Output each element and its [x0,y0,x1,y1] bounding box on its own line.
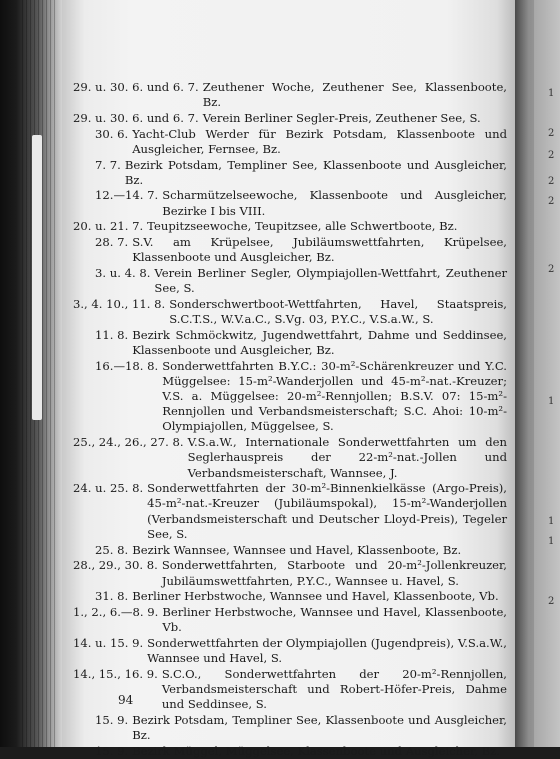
page-number: 94 [118,693,134,707]
entry-date: 25., 24., 26., 27. 8. [73,435,184,450]
facing-page-number: 2 [548,128,555,139]
entry-text: Bezirk Müggel, Müggelsee, Klassenboote und Ausgleicher, Bz. [132,743,500,758]
entry-text: Bezirk Wannsee, Wannsee und Havel, Klassenboote, Bz. [132,542,462,557]
entry-text: Sonderwettfahrten, Starboote und 20-m²-Jollenkreuzer, Jubiläumswettfahrten, P.Y.C., Wannsee u. Havel, S. [161,558,507,588]
schedule-entry [73,481,507,542]
entry-date: 29. u. 30. 6. und 6. 7. [73,80,199,94]
entry-date: 14. u. 15. 9. [73,635,144,650]
entry-date: 20. u. 21. 7. [73,219,144,234]
entry-text: Sonderwettfahrten B.Y.C.: 30-m²-Schärenkreuzer und Y.C. Müggelsee: 15-m²-Wanderjollen und 45-m²-nat.-Kreuzer; V.S. a. Müggelsee: 20-m²-Rennjollen; B.S.V. 07: 15-m²-Rennjollen und Verbandsmeisterschaft; S.C. Ahoi: 10-m²-Olympiajollen, Müggelsee, S. [162,358,507,434]
entry-text: Berliner Herbstwoche, Wannsee und Havel, Klassenboote, Vb. [132,589,499,604]
entry-text: Berliner Herbstwoche, Wannsee und Havel, Klassenboote, Vb. [162,604,507,635]
schedule-entry [73,235,507,265]
entry-date: 30. 6. [95,126,129,141]
entry-date: 3. u. 4. 8. [95,265,151,280]
facing-page-number: 1 [548,396,555,407]
entry-text: Sonderwettfahrten der Olympiajollen (Jugendpreis), V.S.a.W., Wannsee und Havel, S. [147,635,507,666]
facing-page-number: 2 [548,596,555,607]
schedule-entry [73,636,507,666]
entry-text: Zeuthener Woche, Zeuthener See, Klassenboote, Bz. [202,80,507,110]
entry-text: Verein Berliner Segler-Preis, Zeuthener See, S. [202,110,481,125]
bookmark-strip [32,135,42,420]
schedule-entry [73,158,507,188]
entry-date: 28. 7. [95,235,129,250]
entry-text: Bezirk Potsdam, Templiner See, Klassenboote und Ausgleicher, Bz. [124,157,507,187]
schedule-entry [73,359,507,435]
schedule-entry [73,266,507,296]
facing-page-number: 1 [548,516,555,527]
facing-page-number: 1 [548,88,555,99]
entry-text: Scharmützelseewoche, Klassenboote und Ausgleicher, Bezirke I bis VIII. [162,188,507,218]
entry-date: 12.—14. 7. [95,188,159,203]
entry-date: 16.—18. 8. [95,358,159,373]
schedule-entry [73,111,507,126]
schedule-entry [73,219,507,234]
facing-page-edge [534,0,560,747]
schedule-entry [73,328,507,358]
entry-date: 15. 9. [95,712,129,727]
schedule-entry [73,80,507,110]
schedule-entry [73,744,507,759]
schedule-entry [73,558,507,588]
schedule-entry [73,605,507,635]
schedule-entry [73,667,507,713]
entry-date: 7. 7. [95,157,121,172]
entry-date: 1., 2., 6.—8. 9. [73,604,159,619]
entry-text: V.S.a.W., Internationale Sonderwettfahrten um den Seglerhauspreis der 22-m²-nat.-Jollen und Verbandsmeisterschaft, Wannsee, J. [187,435,507,480]
schedule-entry [73,713,507,743]
entry-text: Verein Berliner Segler, Olympiajollen-Wettfahrt, Zeuthener See, S. [154,265,507,296]
entry-date: 15. 9. [95,743,129,758]
schedule-entry [73,297,507,327]
facing-page-number: 2 [548,196,555,207]
schedule-entry [73,543,507,558]
entry-date: 25. 8. [95,542,129,557]
entry-date: 28., 29., 30. 8. [73,558,158,573]
facing-page-number: 1 [548,536,555,547]
book-spine [0,0,64,747]
entry-text: S.V. am Krüpelsee, Jubiläumswettfahrten, Krüpelsee, Klassenboote und Ausgleicher, Bz. [132,235,507,265]
entry-date: 24. u. 25. 8. [73,481,144,496]
entry-text: Bezirk Potsdam, Templiner See, Klassenboote und Ausgleicher, Bz. [132,712,507,743]
schedule-entry [73,188,507,218]
entry-text: Sonderwettfahrten der 30-m²-Binnenkielkässe (Argo-Preis), 45-m²-nat.-Kreuzer (Jubiläumspokal), 15-m²-Wanderjollen (Verbandsmeisterschaft und Deutscher Lloyd-Preis), Tegeler See, S. [147,481,507,541]
schedule-entry [73,435,507,481]
schedule-entry [73,589,507,604]
facing-page-number: 2 [548,150,555,161]
entry-date: 31. 8. [95,589,129,604]
entry-text: Sonderschwertboot-Wettfahrten, Havel, Staatspreis, S.C.T.S., W.V.a.C., S.Vg. 03, P.Y.C., V.S.a.W., S. [169,296,507,327]
entry-date: 3., 4. 10., 11. 8. [73,296,166,311]
entry-text: S.C.O., Sonderwettfahrten der 20-m²-Rennjollen, Verbandsmeisterschaft und Robert-Höfer-Preis, Dahme und Seddinsee, S. [161,666,507,712]
entry-text: Teupitzseewoche, Teupitzsee, alle Schwertboote, Bz. [147,219,458,234]
entry-date: 29. u. 30. 6. und 6. 7. [73,110,199,125]
regatta-schedule-list [73,80,507,759]
facing-page-number: 2 [548,264,555,275]
schedule-entry [73,127,507,157]
entry-date: 14., 15., 16. 9. [73,666,158,681]
entry-text: Yacht-Club Werder für Bezirk Potsdam, Klassenboote und Ausgleicher, Fernsee, Bz. [132,126,507,156]
facing-page-number: 2 [548,176,555,187]
entry-text: Bezirk Schmöckwitz, Jugendwettfahrt, Dahme und Seddinsee, Klassenboote und Ausgleicher, Bz. [132,327,507,357]
entry-date: 11. 8. [95,327,129,342]
